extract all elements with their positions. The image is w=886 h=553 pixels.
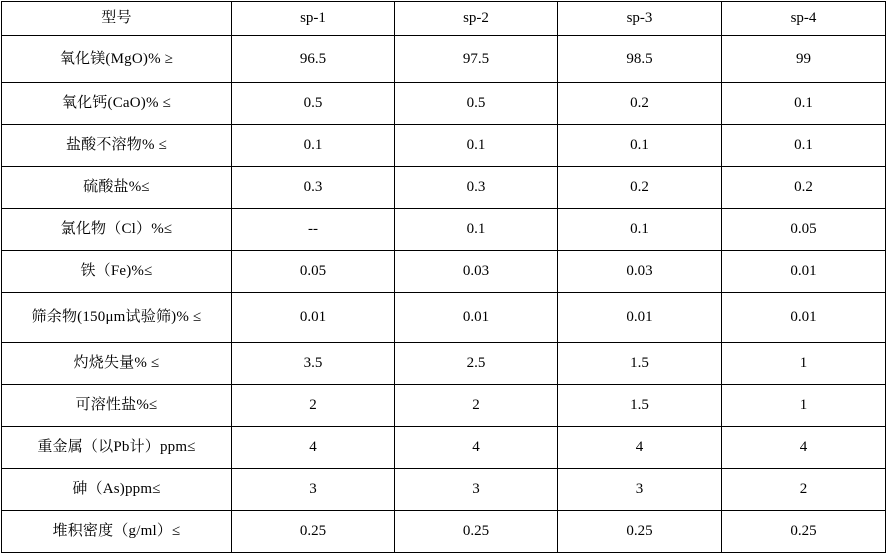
row-label: 堆积密度（g/ml）≤ [2,511,232,553]
column-header-model: 型号 [2,2,232,36]
row-value: 0.1 [395,209,558,251]
row-label: 硫酸盐%≤ [2,167,232,209]
row-value: 4 [722,427,886,469]
table-row [2,511,886,553]
row-label: 可溶性盐%≤ [2,385,232,427]
row-value: 99 [722,36,886,83]
row-value: 0.05 [722,209,886,251]
column-header-sp2: sp-2 [395,2,558,36]
row-label: 灼烧失量% ≤ [2,343,232,385]
row-label: 铁（Fe)%≤ [2,251,232,293]
row-value: 0.25 [722,511,886,553]
row-value: 0.5 [395,83,558,125]
row-label: 氯化物（Cl）%≤ [2,209,232,251]
row-value: 97.5 [395,36,558,83]
table-row [2,36,886,83]
column-header-sp4: sp-4 [722,2,886,36]
row-value: 96.5 [232,36,395,83]
table-row [2,251,886,293]
row-value: 0.5 [232,83,395,125]
row-value: 1.5 [558,385,722,427]
table-row [2,83,886,125]
table-row [2,469,886,511]
column-header-sp3: sp-3 [558,2,722,36]
specification-table [1,1,886,553]
row-value: 0.3 [395,167,558,209]
table-row [2,125,886,167]
row-value: 0.2 [558,167,722,209]
table-header-row [2,2,886,36]
row-value: 0.1 [395,125,558,167]
row-value: 1 [722,343,886,385]
row-value: 0.25 [395,511,558,553]
table-row [2,293,886,343]
row-value: 3 [395,469,558,511]
row-value: 98.5 [558,36,722,83]
table-row [2,385,886,427]
table-row [2,343,886,385]
row-label: 重金属（以Pb计）ppm≤ [2,427,232,469]
row-value: 0.2 [558,83,722,125]
row-value: -- [232,209,395,251]
row-value: 0.25 [232,511,395,553]
row-value: 0.01 [395,293,558,343]
row-value: 0.03 [558,251,722,293]
spec-table-sheet [0,1,886,548]
row-value: 0.01 [232,293,395,343]
row-value: 2 [395,385,558,427]
table-row [2,167,886,209]
row-label: 氧化镁(MgO)% ≥ [2,36,232,83]
row-value: 0.01 [722,293,886,343]
row-value: 2 [722,469,886,511]
row-value: 0.03 [395,251,558,293]
row-value: 0.1 [722,125,886,167]
table-row [2,209,886,251]
table-row [2,427,886,469]
row-value: 3 [232,469,395,511]
row-value: 3 [558,469,722,511]
row-value: 3.5 [232,343,395,385]
row-value: 0.3 [232,167,395,209]
row-value: 0.1 [232,125,395,167]
row-value: 0.1 [558,209,722,251]
row-value: 1.5 [558,343,722,385]
row-label: 盐酸不溶物% ≤ [2,125,232,167]
row-label: 筛余物(150μm试验筛)% ≤ [2,293,232,343]
row-value: 2.5 [395,343,558,385]
row-value: 1 [722,385,886,427]
row-value: 0.1 [558,125,722,167]
row-label: 砷（As)ppm≤ [2,469,232,511]
row-value: 2 [232,385,395,427]
row-value: 0.2 [722,167,886,209]
row-value: 4 [232,427,395,469]
column-header-sp1: sp-1 [232,2,395,36]
row-value: 0.01 [558,293,722,343]
row-value: 0.05 [232,251,395,293]
row-value: 0.01 [722,251,886,293]
row-value: 0.1 [722,83,886,125]
row-value: 4 [395,427,558,469]
row-label: 氧化钙(CaO)% ≤ [2,83,232,125]
row-value: 4 [558,427,722,469]
row-value: 0.25 [558,511,722,553]
